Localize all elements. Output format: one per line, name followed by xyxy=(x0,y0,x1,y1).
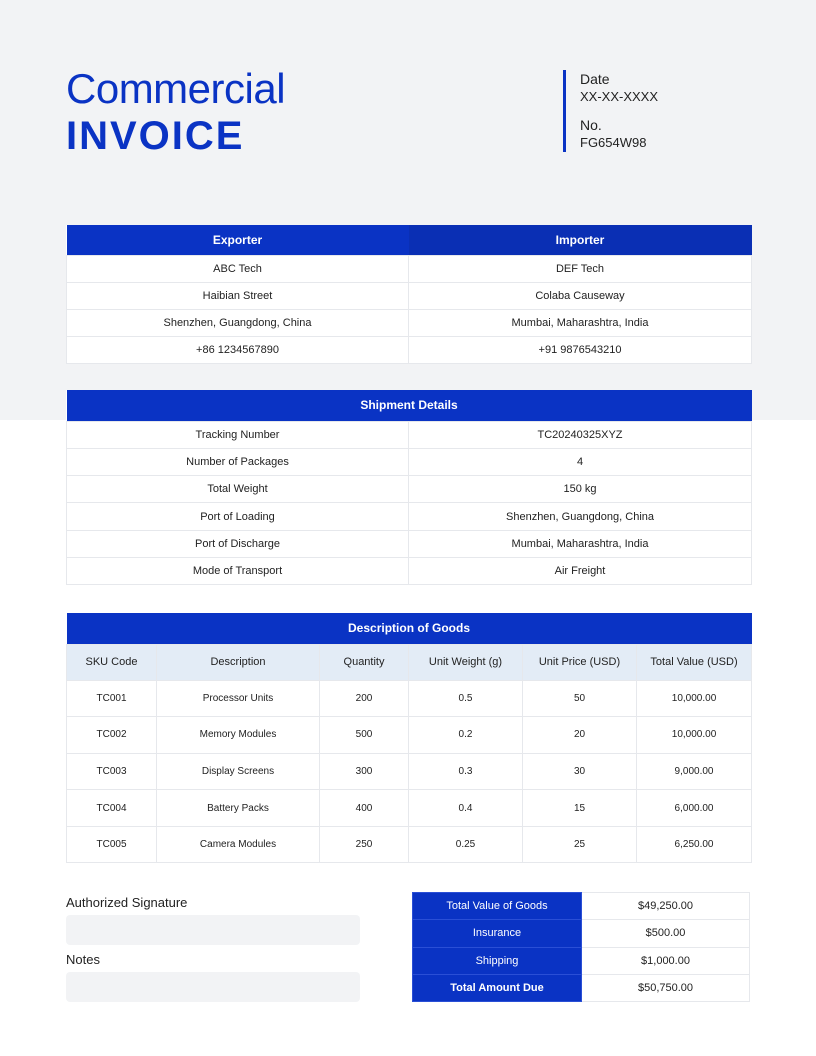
title-commercial: Commercial xyxy=(66,65,286,112)
column-header-description: Description xyxy=(157,644,320,680)
invoice-number-label: No. xyxy=(580,117,602,133)
unit-weight-cell: 0.2 xyxy=(409,717,523,754)
goods-table xyxy=(66,613,752,863)
description-cell: Processor Units xyxy=(157,680,320,717)
shipment-key: Port of Loading xyxy=(67,503,409,530)
invoice-meta xyxy=(563,70,658,152)
total-due-label: Total Amount Due xyxy=(413,974,582,1001)
total-value-cell: 6,250.00 xyxy=(637,826,752,863)
unit-weight-cell: 0.4 xyxy=(409,790,523,827)
shipment-key: Port of Discharge xyxy=(67,530,409,557)
shipment-key: Tracking Number xyxy=(67,421,409,448)
sku-cell: TC005 xyxy=(67,826,157,863)
description-cell: Memory Modules xyxy=(157,717,320,754)
total-goods-value: $49,250.00 xyxy=(582,893,750,920)
table-row xyxy=(67,421,752,448)
sku-cell: TC003 xyxy=(67,753,157,790)
shipment-value: Mumbai, Maharashtra, India xyxy=(409,530,752,557)
quantity-cell: 200 xyxy=(320,680,409,717)
total-due-value: $50,750.00 xyxy=(582,974,750,1001)
title-invoice: INVOICE xyxy=(66,114,245,158)
total-value-cell: 9,000.00 xyxy=(637,753,752,790)
table-row xyxy=(67,255,752,282)
sku-cell: TC002 xyxy=(67,717,157,754)
description-cell: Display Screens xyxy=(157,753,320,790)
table-row xyxy=(67,717,752,754)
signature-field[interactable] xyxy=(66,915,360,945)
shipping-label: Shipping xyxy=(413,947,582,974)
shipment-key: Mode of Transport xyxy=(67,557,409,584)
table-row xyxy=(67,557,752,584)
shipment-value: 4 xyxy=(409,448,752,475)
description-cell: Camera Modules xyxy=(157,826,320,863)
quantity-cell: 250 xyxy=(320,826,409,863)
sku-cell: TC001 xyxy=(67,680,157,717)
date-value: XX-XX-XXXX xyxy=(580,89,659,104)
sku-cell: TC004 xyxy=(67,790,157,827)
table-row xyxy=(67,448,752,475)
total-value-cell: 10,000.00 xyxy=(637,680,752,717)
table-row xyxy=(413,974,750,1001)
table-row xyxy=(67,336,752,363)
table-row xyxy=(413,893,750,920)
description-cell: Battery Packs xyxy=(157,790,320,827)
unit-weight-cell: 0.5 xyxy=(409,680,523,717)
unit-price-cell: 50 xyxy=(523,680,637,717)
importer-street: Colaba Causeway xyxy=(409,282,752,309)
table-row xyxy=(67,826,752,863)
goods-header: Description of Goods xyxy=(67,613,752,644)
table-row xyxy=(413,920,750,947)
total-value-cell: 10,000.00 xyxy=(637,717,752,754)
shipment-value: TC20240325XYZ xyxy=(409,421,752,448)
shipment-value: Shenzhen, Guangdong, China xyxy=(409,503,752,530)
table-row xyxy=(67,753,752,790)
exporter-header: Exporter xyxy=(67,225,409,255)
column-header-unit-price: Unit Price (USD) xyxy=(523,644,637,680)
notes-label: Notes xyxy=(66,952,100,967)
exporter-street: Haibian Street xyxy=(67,282,409,309)
insurance-value: $500.00 xyxy=(582,920,750,947)
insurance-label: Insurance xyxy=(413,920,582,947)
shipment-key: Total Weight xyxy=(67,476,409,503)
unit-price-cell: 30 xyxy=(523,753,637,790)
table-row xyxy=(67,503,752,530)
table-row xyxy=(67,530,752,557)
column-header-unit-weight: Unit Weight (g) xyxy=(409,644,523,680)
notes-field[interactable] xyxy=(66,972,360,1002)
shipment-details-table xyxy=(66,390,752,585)
shipping-value: $1,000.00 xyxy=(582,947,750,974)
table-row xyxy=(413,947,750,974)
date-label: Date xyxy=(580,71,610,87)
unit-weight-cell: 0.3 xyxy=(409,753,523,790)
importer-phone: +91 9876543210 xyxy=(409,336,752,363)
column-header-sku: SKU Code xyxy=(67,644,157,680)
invoice-number-value: FG654W98 xyxy=(580,135,647,150)
total-goods-label: Total Value of Goods xyxy=(413,893,582,920)
unit-price-cell: 15 xyxy=(523,790,637,827)
importer-header: Importer xyxy=(409,225,752,255)
exporter-phone: +86 1234567890 xyxy=(67,336,409,363)
shipment-details-header: Shipment Details xyxy=(67,390,752,421)
parties-table xyxy=(66,225,752,364)
shipment-key: Number of Packages xyxy=(67,448,409,475)
total-value-cell: 6,000.00 xyxy=(637,790,752,827)
unit-weight-cell: 0.25 xyxy=(409,826,523,863)
table-row xyxy=(67,476,752,503)
importer-name: DEF Tech xyxy=(409,255,752,282)
table-row xyxy=(67,309,752,336)
shipment-value: Air Freight xyxy=(409,557,752,584)
signature-label: Authorized Signature xyxy=(66,895,188,910)
quantity-cell: 400 xyxy=(320,790,409,827)
column-header-total-value: Total Value (USD) xyxy=(637,644,752,680)
quantity-cell: 500 xyxy=(320,717,409,754)
exporter-name: ABC Tech xyxy=(67,255,409,282)
exporter-city: Shenzhen, Guangdong, China xyxy=(67,309,409,336)
unit-price-cell: 25 xyxy=(523,826,637,863)
invoice-title xyxy=(66,66,285,160)
column-header-quantity: Quantity xyxy=(320,644,409,680)
importer-city: Mumbai, Maharashtra, India xyxy=(409,309,752,336)
totals-table xyxy=(412,892,750,1002)
unit-price-cell: 20 xyxy=(523,717,637,754)
quantity-cell: 300 xyxy=(320,753,409,790)
table-row xyxy=(67,680,752,717)
table-row xyxy=(67,282,752,309)
shipment-value: 150 kg xyxy=(409,476,752,503)
table-row xyxy=(67,790,752,827)
